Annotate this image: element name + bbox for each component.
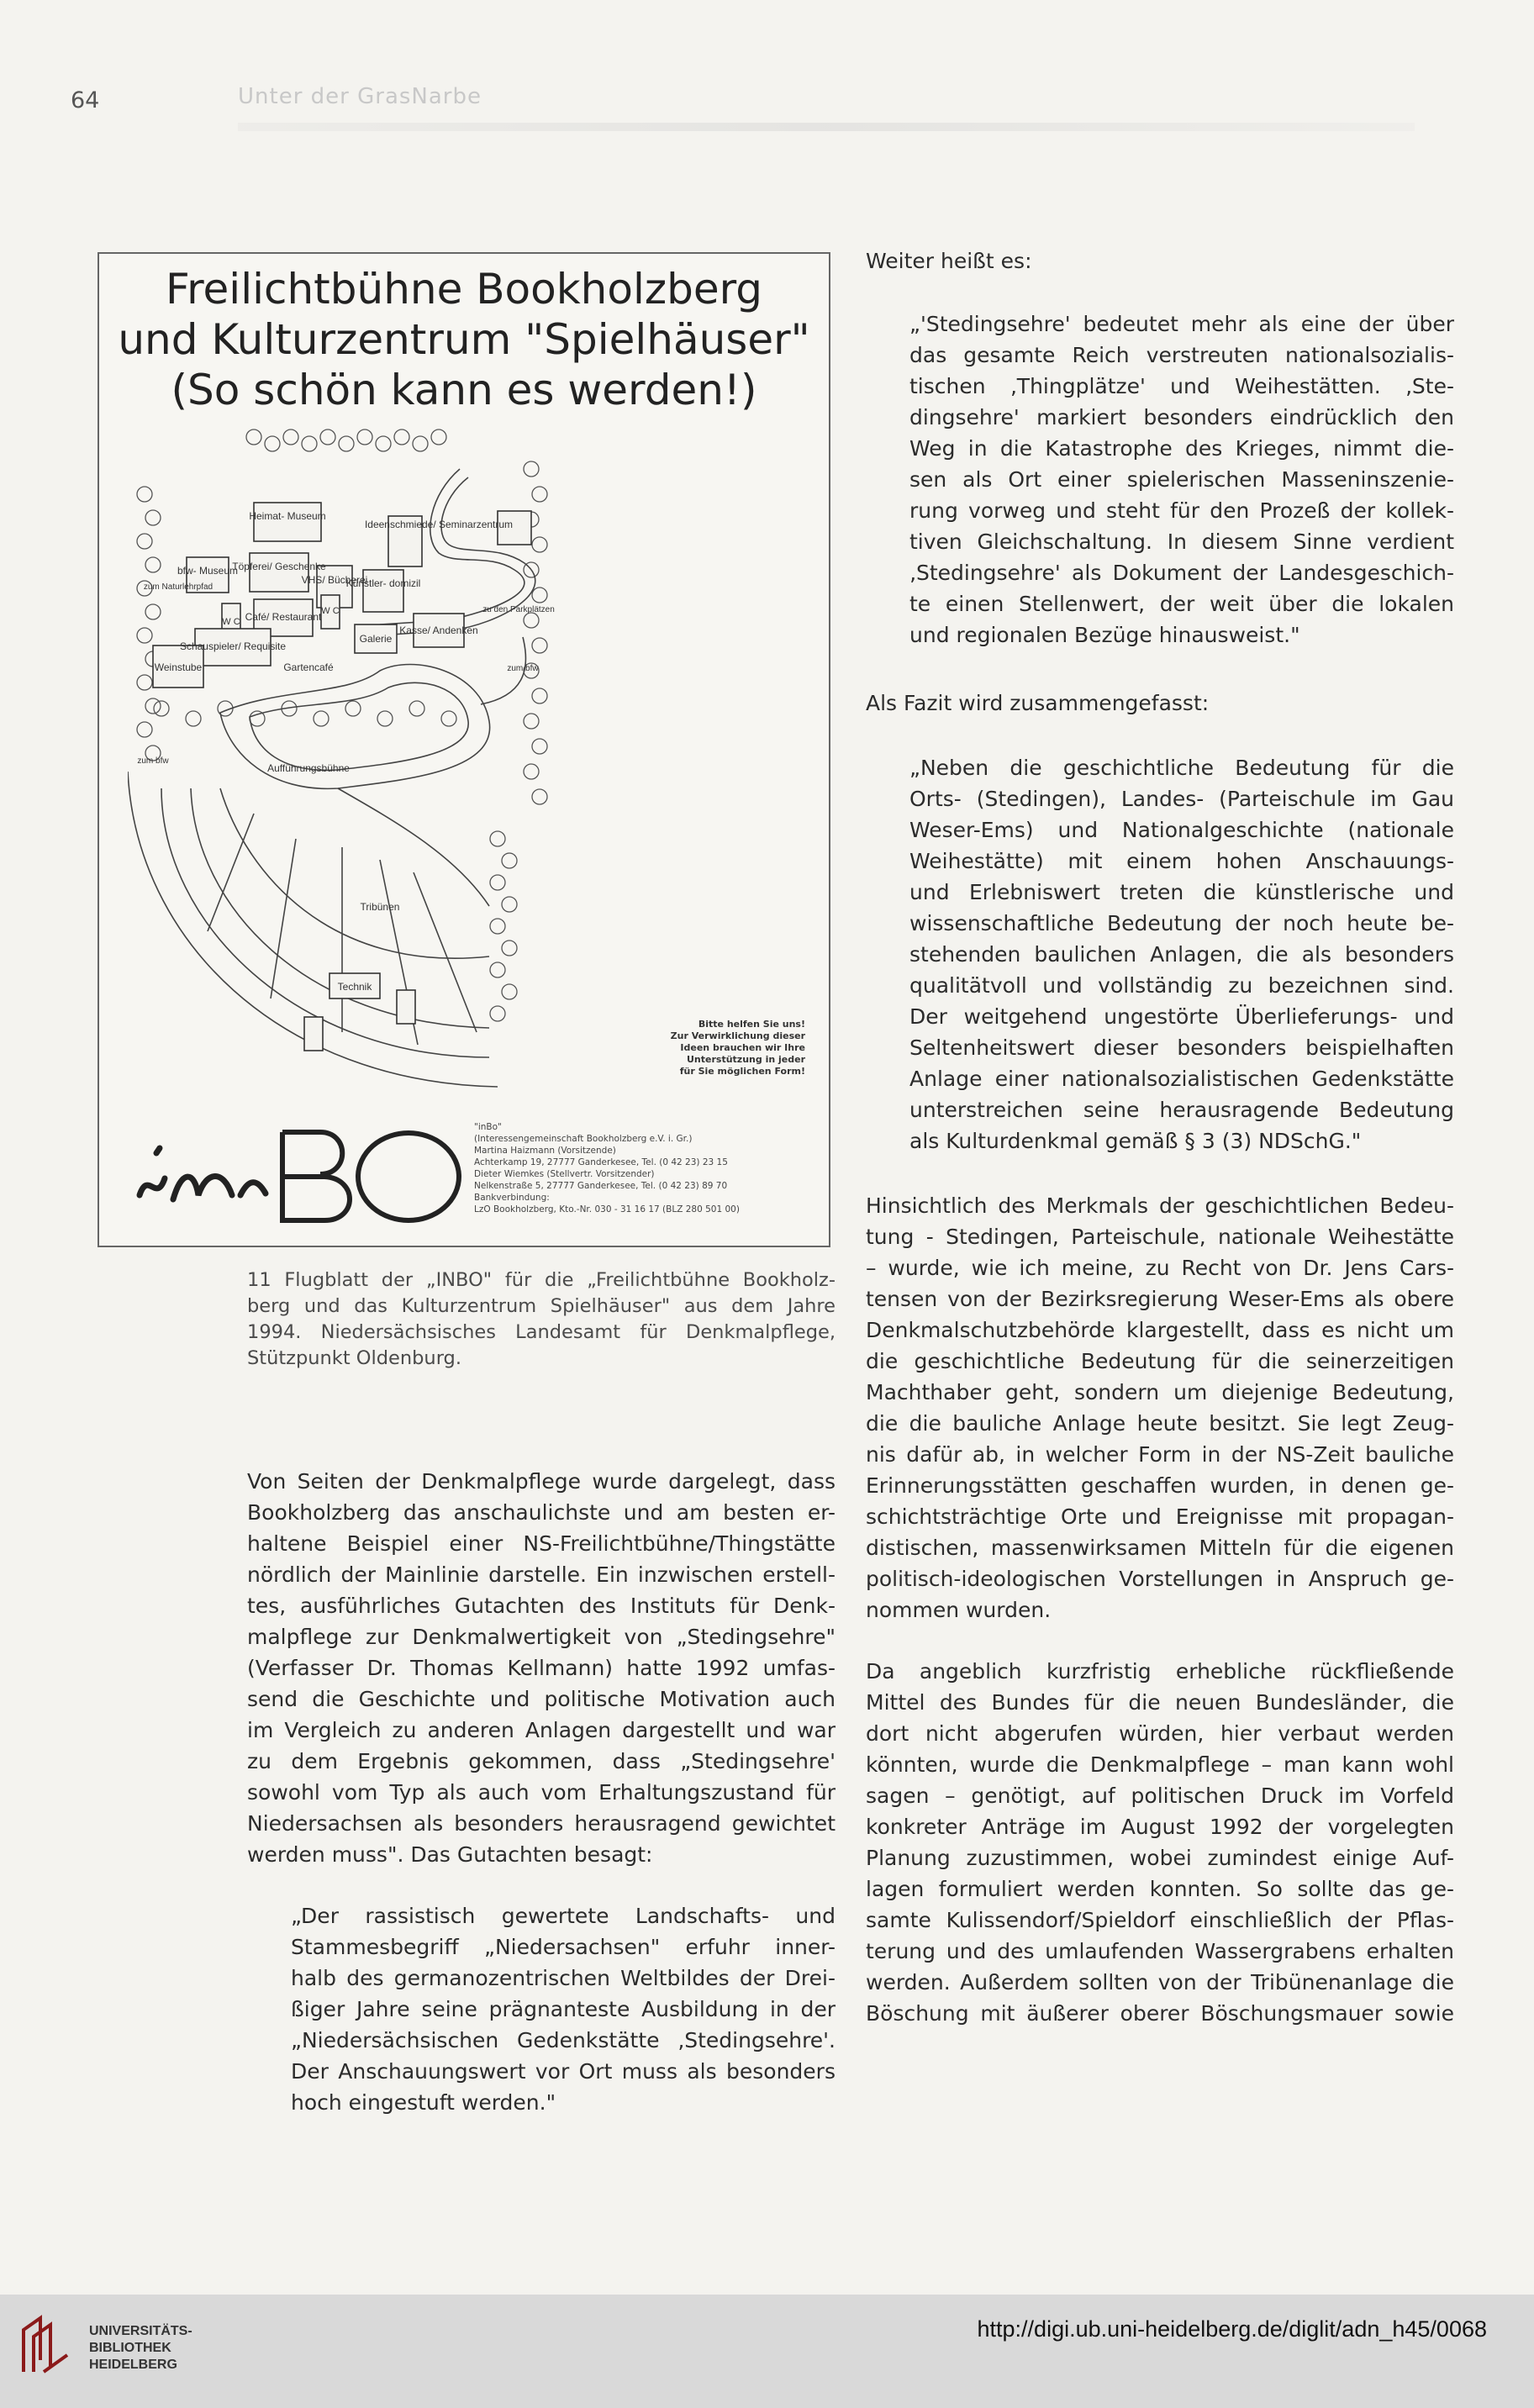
text-line: tes, ausführliches Gutachten des Instituts für Denk-	[247, 1594, 836, 1618]
tree-symbol	[490, 962, 505, 977]
map-label-schauspieler: Schauspieler/ Requisite	[179, 640, 287, 652]
text-line: im Vergleich zu anderen Anlagen dargestellt und war	[247, 1718, 836, 1742]
contact-line: LzO Bookholzberg, Kto.-Nr. 030 - 31 16 17 (BLZ 280 501 00)	[474, 1204, 740, 1215]
tribune-arc-inner	[338, 788, 489, 906]
tree-symbol	[345, 701, 361, 716]
tree-symbol	[145, 557, 161, 572]
block-quote	[909, 308, 1454, 651]
text-line: „'Stedingsehre' bedeutet mehr als eine der über	[909, 312, 1454, 336]
text-line: dort nicht abgerufen würden, hier verbaut werden	[866, 1721, 1454, 1746]
library-name-line: BIBLIOTHEK	[89, 2341, 171, 2355]
tree-symbol	[145, 510, 161, 525]
text-line: als Kulturdenkmal gemäß § 3 (3) NDSchG."	[909, 1129, 1362, 1153]
text-line: tensen von der Bezirksregierung Weser-Ems als obere	[866, 1287, 1454, 1311]
caption-line: Stützpunkt Oldenburg.	[247, 1347, 461, 1369]
tree-symbol	[137, 628, 152, 643]
tree-symbol	[502, 897, 517, 912]
map-label-auffuehrungsbuehne: Aufführungsbühne	[267, 762, 350, 774]
tree-symbol	[339, 436, 354, 451]
text-line: halb des germanozentrischen Weltbildes der Drei-	[291, 1966, 836, 1990]
tree-symbol	[490, 1006, 505, 1021]
map-label-galerie: Galerie	[359, 633, 393, 645]
text-line: Erinnerungsstätten geschaffen wurden, in denen ge-	[866, 1473, 1454, 1498]
tree-symbol	[532, 487, 547, 502]
text-line: Niedersachsen als besonders herausragend gewichtet	[247, 1811, 836, 1836]
text-line: Mittel des Bundes für die neuen Bundesländer, die	[866, 1690, 1454, 1715]
tree-symbol	[145, 604, 161, 619]
tree-symbol	[490, 875, 505, 890]
text-line: Machthaber geht, sondern um diejenige Bedeutung,	[866, 1380, 1454, 1404]
help-line: Zur Verwirklichung dieser	[670, 1030, 805, 1041]
tree-symbol	[532, 739, 547, 754]
contact-block	[474, 1121, 819, 1215]
help-appeal	[637, 1019, 805, 1078]
text-line: Bookholzberg das anschaulichste und am besten er-	[247, 1500, 836, 1525]
tree-symbol	[377, 711, 393, 726]
tree-symbol	[532, 588, 547, 603]
text-line: send die Geschichte und politische Motivation auch	[247, 1687, 836, 1711]
caption-line: berg und das Kulturzentrum Spielhäuser" aus dem Jahre	[247, 1295, 836, 1317]
map-label-bfw-museum: bfw- Museum	[177, 565, 239, 577]
tree-symbol	[490, 919, 505, 934]
tree-symbol	[186, 711, 201, 726]
text-line: „Neben die geschichtliche Bedeutung für die	[909, 756, 1454, 780]
text-line: werden. Außerdem sollten von der Tribünenanlage die	[866, 1970, 1454, 1994]
tree-symbol	[137, 675, 152, 690]
text-line: nördlich der Mainlinie darstelle. Ein inzwischen erstell-	[247, 1562, 836, 1587]
text-line: lagen formuliert werden konnten. So sollte das ge-	[866, 1877, 1454, 1901]
flyer-title-line: und Kulturzentrum "Spielhäuser"	[118, 315, 810, 364]
text-line: sagen – genötigt, auf politischen Druck im Vorfeld	[866, 1784, 1454, 1808]
source-url-link[interactable]: http://digi.ub.uni-heidelberg.de/diglit/adn_h45/0068	[977, 2316, 1487, 2342]
flyer-figure	[98, 252, 830, 1247]
text-line: Der Anschauungswert vor Ort muss als besonders	[291, 2059, 836, 2084]
tree-symbol	[357, 429, 372, 445]
text-line: malpflege zur Denkmalwertigkeit von „Stedingsehre"	[247, 1625, 836, 1649]
map-label-vhs: VHS/ Bücherei	[301, 574, 368, 586]
map-label-kuenstler: Künstler- domizil	[345, 577, 421, 589]
heimatmuseum-building	[254, 503, 321, 541]
map-label-toepferei: Töpferei/ Geschenke	[232, 561, 326, 572]
text-line: Weser-Ems) und Nationalgeschichte (nationale	[909, 818, 1454, 842]
tree-symbol	[283, 429, 298, 445]
tribune-divider	[208, 814, 254, 931]
tree-symbol	[502, 941, 517, 956]
faded-header-line	[238, 123, 1415, 131]
map-label-heimatmuseum: Heimat- Museum	[249, 510, 326, 522]
tree-symbol	[137, 722, 152, 737]
text-line: samte Kulissendorf/Spieldorf einschließlich der Pflas-	[866, 1908, 1454, 1932]
flyer-title-line: Freilichtbühne Bookholzberg	[165, 265, 763, 314]
tree-symbol	[441, 711, 456, 726]
text-line: Weiter heißt es:	[866, 249, 1032, 273]
text-line: Seltenheitswert dieser besonders beispielhaften	[909, 1035, 1454, 1060]
text-line: – wurde, wie ich meine, zu Recht von Dr. Jens Cars-	[866, 1256, 1454, 1280]
text-line: Stammesbegriff „Niedersachsen" erfuhr inner-	[291, 1935, 836, 1959]
tree-symbol	[154, 701, 169, 716]
block-quote	[291, 1900, 836, 2118]
text-line: Der weitgehend ungestörte Überlieferungs- und	[909, 1004, 1454, 1029]
map-label-ideenschmiede: Ideenschmiede/ Seminarzentrum	[364, 519, 514, 530]
text-line: Planung zuzustimmen, wobei zumindest einige Auf-	[866, 1846, 1454, 1870]
text-line: das gesamte Reich verstreuten nationalsozialis-	[909, 343, 1454, 367]
text-line: sen als Ort einer spielerischen Masseninszenie-	[909, 467, 1454, 492]
paragraph	[247, 1466, 836, 1870]
text-line: zu dem Ergebnis gekommen, dass „Stedingsehre'	[247, 1749, 836, 1773]
contact-line: Nelkenstraße 5, 27777 Ganderkesee, Tel. (0 42 23) 89 70	[474, 1181, 728, 1191]
text-line: Als Fazit wird zusammengefasst:	[866, 691, 1210, 715]
text-line: sowohl vom Typ als auch vom Erhaltungszustand für	[247, 1780, 836, 1805]
text-line: tiven Gleichschaltung. In diesem Sinne verdient	[909, 530, 1454, 554]
paragraph	[866, 1656, 1454, 2029]
help-line: Bitte helfen Sie uns!	[698, 1019, 805, 1030]
text-line: tung - Stedingen, Parteischule, nationale Weihestätte	[866, 1225, 1454, 1249]
text-line: konkreter Anträge im August 1992 der vorgelegten	[866, 1815, 1454, 1839]
tree-symbol	[524, 764, 539, 779]
text-line: distischen, massenwirksamen Mitteln für die eigenen	[866, 1536, 1454, 1560]
help-line: für Sie möglichen Form!	[679, 1066, 805, 1077]
tree-symbol	[413, 436, 428, 451]
text-line: schichtsträchtige Orte und Ereignisse mit propagan-	[866, 1504, 1454, 1529]
left-column	[247, 1466, 836, 2118]
text-line: nis dafür ab, in welcher Form in der NS-Zeit bauliche	[866, 1442, 1454, 1467]
map-label-kasse: Kasse/ Andenken	[399, 624, 478, 636]
wc-building	[397, 990, 415, 1024]
tree-symbol	[320, 429, 335, 445]
tree-symbol	[532, 688, 547, 703]
help-line: Ideen brauchen wir Ihre	[680, 1042, 805, 1053]
toepferei-building	[250, 553, 308, 592]
tree-symbol	[532, 789, 547, 804]
tree-symbol	[502, 853, 517, 868]
contact-line: Achterkamp 19, 27777 Ganderkesee, Tel. (0 42 23) 23 15	[474, 1157, 728, 1167]
text-line: Hinsichtlich des Merkmals der geschichtlichen Bedeu-	[866, 1193, 1454, 1218]
tree-symbol	[394, 429, 409, 445]
text-line: ‚Stedingsehre' als Dokument der Landesgeschich-	[909, 561, 1454, 585]
text-line: tischen ‚Thingplätze' und Weihestätten. ‚Ste-	[909, 374, 1454, 398]
map-label-zum-bfw: zum bfw	[137, 756, 169, 766]
map-label-wc: W C	[222, 617, 240, 627]
contact-line: Dieter Wiemkes (Stellvertr. Vorsitzender)	[474, 1169, 655, 1179]
tree-symbol	[524, 461, 539, 477]
text-line: politisch-ideologischen Vorstellungen in Anspruch ge-	[866, 1567, 1454, 1591]
tree-symbol	[302, 436, 317, 451]
map-label-tribuenen: Tribünen	[360, 901, 400, 913]
tree-symbol	[502, 984, 517, 999]
help-line: Unterstützung in jeder	[687, 1054, 805, 1065]
text-line: und regionalen Bezüge hinausweist."	[909, 623, 1300, 647]
text-line: Böschung mit äußerer oberer Böschungsmauer sowie	[866, 2001, 1454, 2026]
tree-symbol	[524, 714, 539, 729]
contact-line: Bankverbindung:	[474, 1193, 550, 1203]
text-line: (Verfasser Dr. Thomas Kellmann) hatte 1992 umfas-	[247, 1656, 836, 1680]
site-map	[128, 419, 800, 1091]
caption-line: 1994. Niedersächsisches Landesamt für Denkmalpflege,	[247, 1321, 836, 1343]
text-line: die geschichtliche Bedeutung für die seinerzeitigen	[866, 1349, 1454, 1373]
kuenstlerdomizil-building	[363, 570, 403, 612]
flyer-title-line: (So schön kann es werden!)	[171, 366, 757, 414]
page-number: 64	[71, 87, 100, 113]
tree-symbol	[490, 831, 505, 846]
right-column	[866, 245, 1454, 2029]
contact-line: (Interessengemeinschaft Bookholzberg e.V. i. Gr.)	[474, 1134, 693, 1144]
text-line: ßiger Jahre seine prägnanteste Ausbildung in der	[291, 1997, 836, 2021]
tree-symbol	[137, 487, 152, 502]
block-quote	[909, 752, 1454, 1157]
tree-symbol	[376, 436, 391, 451]
text-line: te einen Stellenwert, der weit über die lokalen	[909, 592, 1454, 616]
inbo-logo	[131, 1120, 501, 1229]
university-library-logo-icon	[17, 2313, 81, 2377]
tree-symbol	[532, 537, 547, 552]
caption-line: 11 Flugblatt der „INBO" für die „Freilichtbühne Bookholz-	[247, 1269, 836, 1291]
map-label-technik: Technik	[337, 981, 372, 993]
map-label-weinstube: Weinstube	[154, 661, 203, 673]
map-label-naturlehrpfad: zum Naturlehrpfad	[143, 582, 213, 592]
library-name-line: UNIVERSITÄTS-	[89, 2324, 192, 2338]
map-label-parkplaetze: zu den Parkplätzen	[482, 605, 555, 614]
text-line: Anlage einer nationalsozialistischen Gedenkstätte	[909, 1067, 1454, 1091]
text-line: qualitätvoll und vollständig zu bezeichnen sind.	[909, 973, 1454, 998]
text-line: „Der rassistisch gewertete Landschafts- und	[291, 1904, 836, 1928]
map-label-zum-bfw: zum bfw	[507, 664, 539, 673]
text-line: die die bauliche Anlage heute besitzt. Sie legt Zeug-	[866, 1411, 1454, 1436]
tree-symbol	[246, 429, 261, 445]
tree-symbol	[137, 534, 152, 549]
text-line: Von Seiten der Denkmalpflege wurde dargelegt, dass	[247, 1469, 836, 1494]
figure-caption	[247, 1267, 836, 1372]
tree-symbol	[431, 429, 446, 445]
text-line: „Niedersächsischen Gedenkstätte ‚Stedingsehre'.	[291, 2028, 836, 2052]
text-line: hoch eingestuft werden."	[291, 2090, 556, 2115]
text-line: und Erlebniswert treten die künstlerische und	[909, 880, 1454, 904]
text-line: Orts- (Stedingen), Landes- (Parteischule im Gau	[909, 787, 1454, 811]
text-line: haltene Beispiel einer NS-Freilichtbühne/Thingstätte	[247, 1531, 836, 1556]
tribune-divider	[271, 839, 296, 999]
text-line: werden muss". Das Gutachten besagt:	[247, 1842, 653, 1867]
text-line: dingsehre' markiert besonders eindrücklich den	[909, 405, 1454, 429]
map-label-gartencafe: Gartencafé	[283, 661, 334, 673]
tree-symbol	[409, 701, 424, 716]
paragraph	[866, 1190, 1454, 1626]
contact-line: "inBo"	[474, 1122, 502, 1132]
tree-symbol	[265, 436, 280, 451]
library-name	[89, 2323, 192, 2374]
tribune-divider	[414, 872, 477, 1032]
text-line: Weg in die Katastrophe des Krieges, nimmt die-	[909, 436, 1454, 461]
tree-symbol	[532, 638, 547, 653]
text-line: wissenschaftliche Bedeutung der noch heute be-	[909, 911, 1454, 935]
text-line: könnten, wurde die Denkmalpflege – man kann wohl	[866, 1752, 1454, 1777]
text-line: Weihestätte) mit einem hohen Anschauungs-	[909, 849, 1454, 873]
text-line: stehenden baulichen Anlagen, die als besonders	[909, 942, 1454, 967]
text-line: unterstreichen seine herausragende Bedeutung	[909, 1098, 1454, 1122]
text-line: nommen wurden.	[866, 1598, 1052, 1622]
tribune-arc-3	[220, 788, 489, 958]
tree-symbol	[524, 613, 539, 628]
flyer-title	[99, 264, 829, 415]
text-line: terung und des umlaufenden Wassergrabens erhalten	[866, 1939, 1454, 1963]
map-label-wc: W C	[321, 606, 340, 616]
text-line: Da angeblich kurzfristig erhebliche rückfließende	[866, 1659, 1454, 1683]
tree-symbol	[314, 711, 329, 726]
contact-line: Martina Haizmann (Vorsitzende)	[474, 1146, 616, 1156]
map-label-cafe: Café/ Restaurant	[245, 611, 322, 623]
running-title: Unter der GrasNarbe	[238, 84, 482, 109]
tree-symbol	[145, 698, 161, 714]
wc-building	[304, 1017, 323, 1051]
footer-bar	[0, 2295, 1534, 2408]
text-line: rung vorweg und steht für den Prozeß der kollek-	[909, 498, 1454, 523]
library-name-line: HEIDELBERG	[89, 2358, 177, 2372]
text-line: Denkmalschutzbehörde klargestellt, dass es nicht um	[866, 1318, 1454, 1342]
